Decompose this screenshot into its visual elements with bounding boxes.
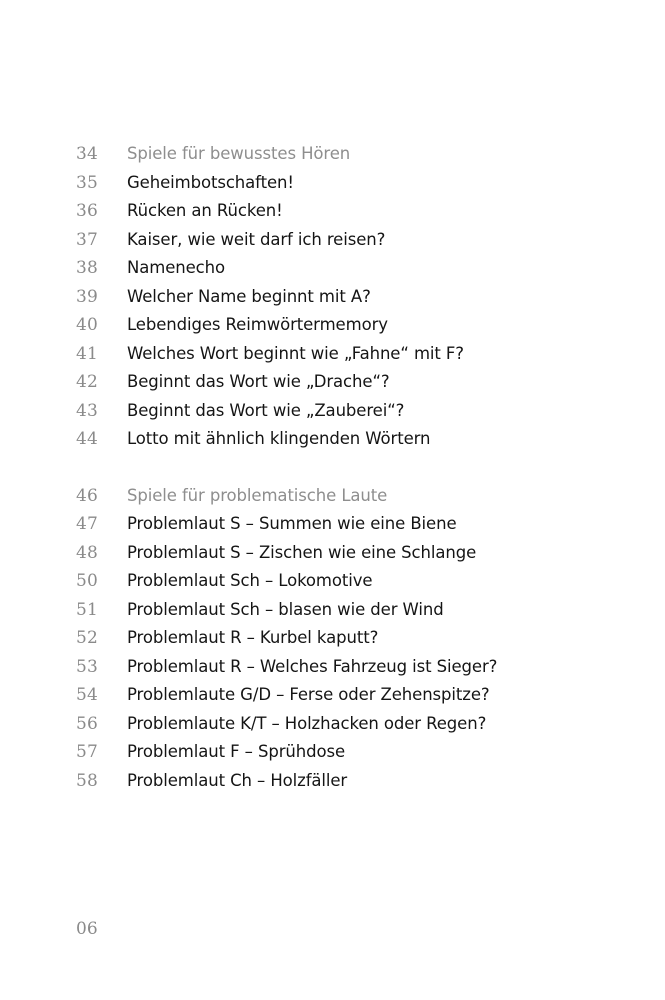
toc-page-number: 35 — [76, 172, 99, 193]
toc-entry-title: Kaiser, wie weit darf ich reisen? — [127, 229, 386, 249]
toc-entry — [76, 283, 636, 312]
toc-entry-title: Problemlaut F – Sprühdose — [127, 742, 346, 761]
toc-page-number: 39 — [76, 286, 99, 307]
toc-section-heading — [76, 140, 636, 169]
toc-entry — [76, 169, 636, 198]
toc-entry — [76, 510, 636, 539]
toc-entry-title: Rücken an Rücken! — [127, 201, 283, 220]
toc-section-heading — [76, 482, 636, 511]
page-number: 06 — [76, 919, 98, 939]
toc-entry — [76, 624, 636, 653]
toc-page-number: 53 — [76, 656, 99, 677]
toc-entry-title: Problemlaut Ch – Holzfäller — [127, 770, 348, 790]
toc-entry-title: Problemlaut Sch – blasen wie der Wind — [127, 599, 444, 619]
toc-entry — [76, 425, 636, 454]
toc-entry — [76, 226, 636, 255]
toc-entry-title: Problemlaut Sch – Lokomotive — [127, 571, 373, 590]
toc-section-title: Spiele für problematische Laute — [127, 485, 388, 505]
toc-page-number: 47 — [76, 514, 99, 534]
toc-page-number: 37 — [76, 229, 99, 250]
toc-entry-title: Beginnt das Wort wie „Zauberei“? — [127, 400, 405, 420]
table-of-contents — [76, 140, 636, 795]
toc-page-number: 43 — [76, 400, 99, 421]
toc-entry-title: Welcher Name beginnt mit A? — [127, 286, 371, 306]
toc-entry — [76, 397, 636, 426]
toc-page-number: 57 — [76, 742, 99, 762]
toc-entry-title: Geheimbotschaften! — [127, 172, 294, 192]
toc-entry-title: Problemlaut R – Welches Fahrzeug ist Sieger? — [127, 656, 498, 676]
toc-page-number: 36 — [76, 201, 99, 221]
toc-page-number: 41 — [76, 343, 99, 364]
toc-page-number: 51 — [76, 599, 99, 620]
toc-entry-title: Welches Wort beginnt wie „Fahne“ mit F? — [127, 343, 464, 363]
toc-entry — [76, 311, 636, 340]
toc-page-number: 50 — [76, 571, 99, 591]
toc-entry-title: Problemlaut R – Kurbel kaputt? — [127, 628, 379, 647]
toc-entry-title: Problemlaute G/D – Ferse oder Zehenspitze? — [127, 685, 490, 704]
toc-entry — [76, 653, 636, 682]
toc-page-number: 46 — [76, 485, 99, 506]
toc-page-number: 44 — [76, 429, 99, 449]
toc-section-title: Spiele für bewusstes Hören — [127, 144, 351, 163]
toc-entry — [76, 596, 636, 625]
toc-entry-title: Problemlaut S – Summen wie eine Biene — [127, 514, 457, 533]
toc-entry-title: Lotto mit ähnlich klingenden Wörtern — [127, 429, 431, 448]
toc-entry — [76, 197, 636, 226]
toc-page-number: 34 — [76, 144, 99, 164]
toc-entry — [76, 340, 636, 369]
toc-entry — [76, 539, 636, 568]
toc-section — [76, 140, 636, 454]
toc-entry — [76, 567, 636, 596]
toc-entry — [76, 681, 636, 710]
toc-page-number: 38 — [76, 258, 99, 278]
toc-page-number: 54 — [76, 685, 99, 705]
toc-page-number: 48 — [76, 542, 99, 563]
toc-page-number: 42 — [76, 372, 99, 392]
toc-entry — [76, 767, 636, 796]
toc-entry-title: Problemlaute K/T – Holzhacken oder Regen? — [127, 713, 487, 733]
toc-entry-title: Problemlaut S – Zischen wie eine Schlange — [127, 542, 477, 562]
toc-page-number: 58 — [76, 770, 99, 791]
toc-entry-title: Beginnt das Wort wie „Drache“? — [127, 372, 390, 391]
toc-entry-title: Lebendiges Reimwörtermemory — [127, 315, 388, 334]
toc-page-number: 56 — [76, 713, 99, 734]
toc-entry — [76, 738, 636, 767]
toc-section — [76, 482, 636, 796]
toc-page-number: 52 — [76, 628, 99, 648]
toc-entry-title: Namenecho — [127, 258, 226, 277]
toc-page-number: 40 — [76, 315, 99, 335]
toc-entry — [76, 368, 636, 397]
toc-entry — [76, 254, 636, 283]
toc-entry — [76, 710, 636, 739]
